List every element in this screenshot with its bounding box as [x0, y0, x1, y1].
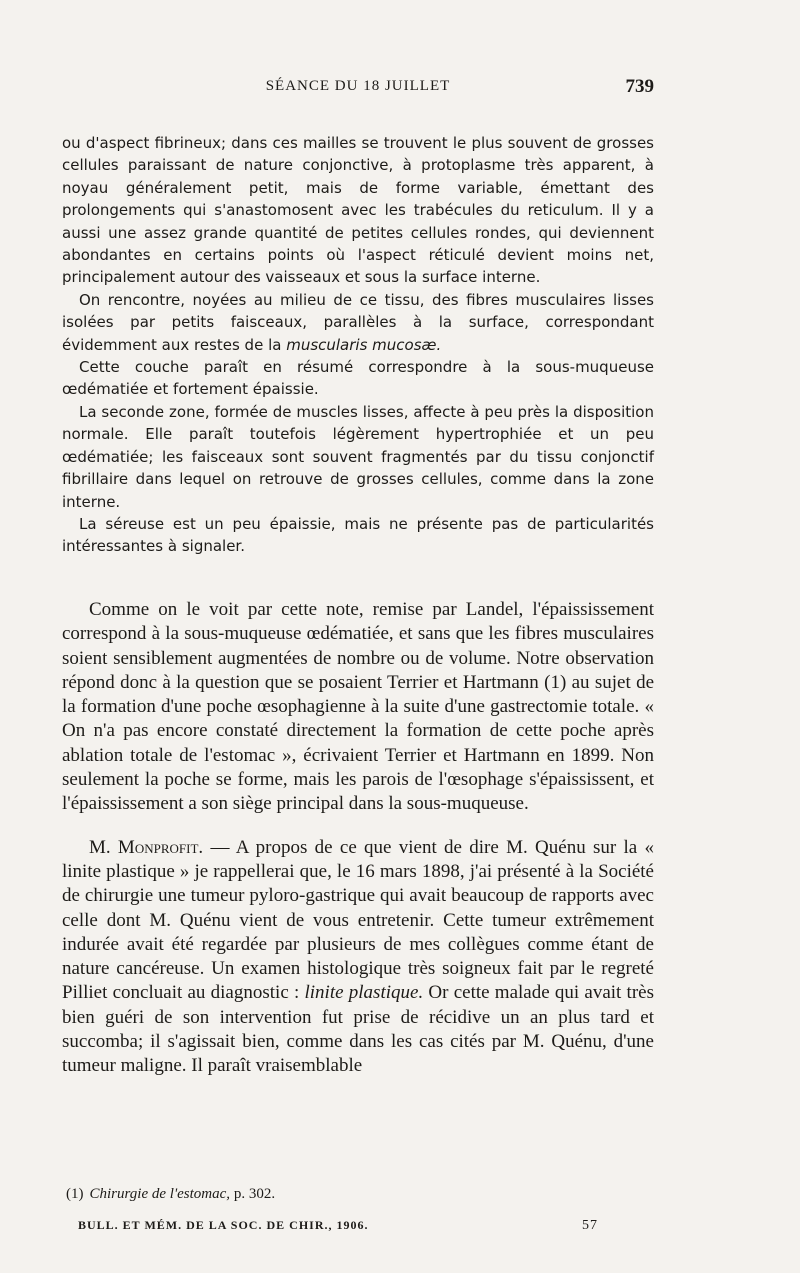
main-paragraph-2-text: — A propos de ce que vient de dire M. Quénu sur la « linite plastique » je rappellerai que, le 16 mars 1898, j'ai présenté à la Société de chirurgie une tumeur pyloro-gastrique qui avait beaucoup de rapports avec celle dont M. Quénu vient de vous entretenir. Cette tumeur extrêmement indurée avait été regardée par plusieurs de mes collègues comme étant de nature cancéreuse. Un examen histologique très soigneux fait par le regreté Pilliet concluait au diagnostic : [62, 836, 654, 1004]
report-paragraph-1: ou d'aspect fibrineux; dans ces mailles se trouvent le plus souvent de grosses cellules paraissant de nature conjonctive, à protoplasme très apparent, à noyau généralement petit, mais de forme variable, émettant des prolongements qui s'anastomosent avec les trabécules du reticulum. Il y a aussi une assez grande quantité de petites cellules rondes, qui deviennent abondantes en certains points où l'aspect réticulé devient moins net, principalement autour des vaisseaux et sous la surface interne. [62, 134, 654, 287]
main-paragraph-2-continuation: Or cette malade qui avait très bien guéri de son intervention fut prise de récidive un an plus tard et succomba; il s'agissait bien, comme dans les cas cités par M. Quénu, d'une tumeur maligne. Il paraît vraisemblable [62, 982, 654, 1077]
signature-mark: 57 [582, 1218, 598, 1233]
histology-report [62, 132, 654, 558]
bulletin-reference: BULL. ET MÉM. DE LA SOC. DE CHIR., 1906. [78, 1218, 369, 1232]
footnote-mark: (1) [66, 1186, 84, 1202]
footnote-title: Chirurgie de l'estomac, [89, 1186, 231, 1202]
page-header [62, 76, 654, 102]
report-paragraph-5: La séreuse est un peu épaissie, mais ne présente pas de particularités intéressantes à signaler. [62, 514, 654, 556]
page-number: 739 [625, 76, 654, 97]
footnote [62, 1186, 654, 1203]
main-paragraph-1: Comme on le voit par cette note, remise par Landel, l'épaississement correspond à la sous-muqueuse œdématiée, et sans que les fibres musculaires soient sensiblement augmentées de nombre ou de volume. Notre observation répond donc à la question que se posaient Terrier et Hartmann (1) au sujet de la formation d'une poche œsophagienne à la suite d'une gastrectomie totale. « On n'a pas encore constaté directement la formation de cette poche après ablation totale de l'estomac », écrivaient Terrier et Hartmann en 1899. Non seulement la poche se forme, mais les parois de l'œsophage s'épaississent, et l'épaississement a son siège principal dans la sous-muqueuse. [62, 599, 654, 815]
main-paragraph-2 [62, 836, 654, 1079]
main-text [62, 598, 654, 1098]
report-paragraph-2 [62, 289, 654, 356]
running-title: SÉANCE DU 18 JUILLET [265, 78, 451, 94]
report-paragraph-3: Cette couche paraît en résumé correspondre à la sous-muqueuse œdématiée et fortement épaissie. [62, 358, 654, 399]
bulletin-line [78, 1218, 598, 1233]
footnote-page: p. 302. [230, 1186, 276, 1202]
linite-plastique-term: linite plastique. [304, 982, 424, 1004]
report-paragraph-2-text: On rencontre, noyées au milieu de ce tissu, des fibres musculaires lisses isolées par petits faisceaux, parallèles à la surface, correspondant évidemment aux restes de la [62, 290, 654, 354]
report-paragraph-4: La seconde zone, formée de muscles lisses, affecte à peu près la disposition normale. Elle paraît toutefois légèrement hypertrophiée et un peu œdématiée; les faisceaux sont souvent fragmentés par du tissu conjonctif fibrillaire dans lequel on retrouve de grosses cellules, comme dans la zone interne. [62, 402, 654, 511]
muscularis-mucosae-term: muscularis mucosæ. [286, 335, 442, 354]
speaker-name: M. Monprofit. [89, 836, 204, 858]
